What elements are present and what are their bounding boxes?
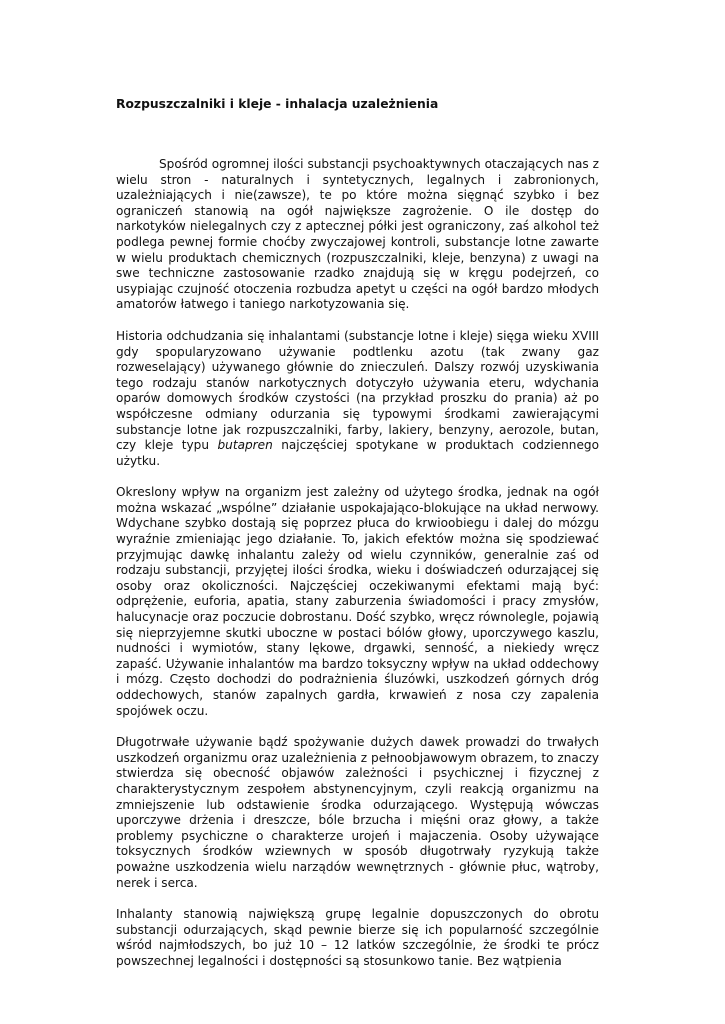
history-text-emphasis: butapren bbox=[217, 438, 273, 453]
document-title: Rozpuszczalniki i kleje - inhalacja uzależnienia bbox=[116, 97, 439, 111]
paragraph-long-term-use: Długotrwałe używanie bądź spożywanie dużych dawek prowadzi do trwałych uszkodzeń organizmu oraz uzależnienia z pełnoobjawowym obrazem, to znaczy stwierdza się obecność objawów zależności i psychicznej i fizycznej z charakterystycznym zespołem abstynencyjnym, czyli reakcją organizmu na zmniejszenie lub odstawienie środka odurzającego. Występują wówczas uporczywe drżenia i dreszcze, bóle brzucha i mięśni oraz głowy, a także problemy psychiczne o charakterze urojeń i majaczenia. Osoby używające toksycznych środków wziewnych w sposób długotrwały ryzykują także poważne uszkodzenia wielu narządów wewnętrznych - głównie płuc, wątroby, nerek i serca. bbox=[116, 735, 599, 890]
paragraph-intro: Spośród ogromnej ilości substancji psychoaktywnych otaczających nas z wielu stron - naturalnych i syntetycznych, legalnych i zabronionych, uzależniających i nie(zawsze), te po które można sięgnąć szybko i bez ograniczeń stanowią na ogół największe zagrożenie. O ile dostęp do narkotyków nielegalnych czy z aptecznej półki jest ograniczony, zaś alkohol też podlega pewnej formie choćby zwyczajowej kontroli, substancje lotne zawarte w wielu produktach chemicznych (rozpuszczalniki, kleje, benzyna) z uwagi na swe techniczne zastosowanie rzadko znajdują się w kręgu podejrzeń, co usypiając czujność otoczenia rozbudza apetyt u części na ogół bardzo młodych amatorów łatwego i taniego narkotyzowania się. bbox=[116, 157, 599, 312]
document-page bbox=[116, 96, 599, 986]
history-text-before: Historia odchudzania się inhalantami (substancje lotne i kleje) sięga wieku XVIII gdy spopularyzowano używanie podtlenku azotu (tak zwany gaz rozweselający) używanego głównie do znieczuleń. Dalszy rozwój uzyskiwania tego rodzaju stanów narkotycznych dotyczyło używania eteru, wdychania oparów domowych środków czystości (na przykład proszku do prania) aż po współczesne odmiany odurzania się typowymi środkami zawierającymi substancje lotne jak rozpuszczalniki, farby, lakiery, benzyny, aerozole, butan, czy kleje typu bbox=[116, 328, 599, 453]
paragraph-history bbox=[116, 329, 599, 469]
history-text-after: najczęściej spotykane w produktach codziennego użytku. bbox=[116, 438, 599, 468]
paragraph-effects: Okreslony wpływ na organizm jest zależny od użytego środka, jednak na ogół można wskazać „wspólne” działanie uspokajająco-blokujące na układ nerwowy. Wdychane szybko dostają się poprzez płuca do krwioobiegu i dalej do mózgu wyraźnie zmieniając jego działanie. To, jakich efektów można się spodziewać przyjmując dawkę inhalantu zależy od wielu czynników, generalnie zaś od rodzaju substancji, przyjętej ilości środka, wieku i doświadczeń odurzającej się osoby oraz okoliczności. Najczęściej oczekiwanymi efektami mają być: odprężenie, euforia, apatia, stany zaburzenia świadomości i pracy zmysłów, halucynacje oraz poczucie dobrostanu. Dość szybko, wręcz równolegle, pojawią się nieprzyjemne skutki uboczne w postaci bólów głowy, uporczywego kaszlu, nudności i wymiotów, stany lękowe, drgawki, senność, a niekiedy wręcz zapaść. Używanie inhalantów ma bardzo toksyczny wpływ na układ oddechowy i mózg. Często dochodzi do podrażnienia śluzówki, uszkodzeń górnych dróg oddechowych, stanów zapalnych gardła, krwawień z nosa czy zapalenia spojówek oczu. bbox=[116, 485, 599, 718]
paragraph-inhalants-popularity: Inhalanty stanowią największą grupę legalnie dopuszczonych do obrotu substancji odurzających, skąd pewnie bierze się ich popularność szczególnie wśród najmłodszych, bo już 10 – 12 latków szczególnie, że środki te prócz powszechnej legalności i dostępności są stosunkowo tanie. Bez wątpienia bbox=[116, 907, 599, 968]
